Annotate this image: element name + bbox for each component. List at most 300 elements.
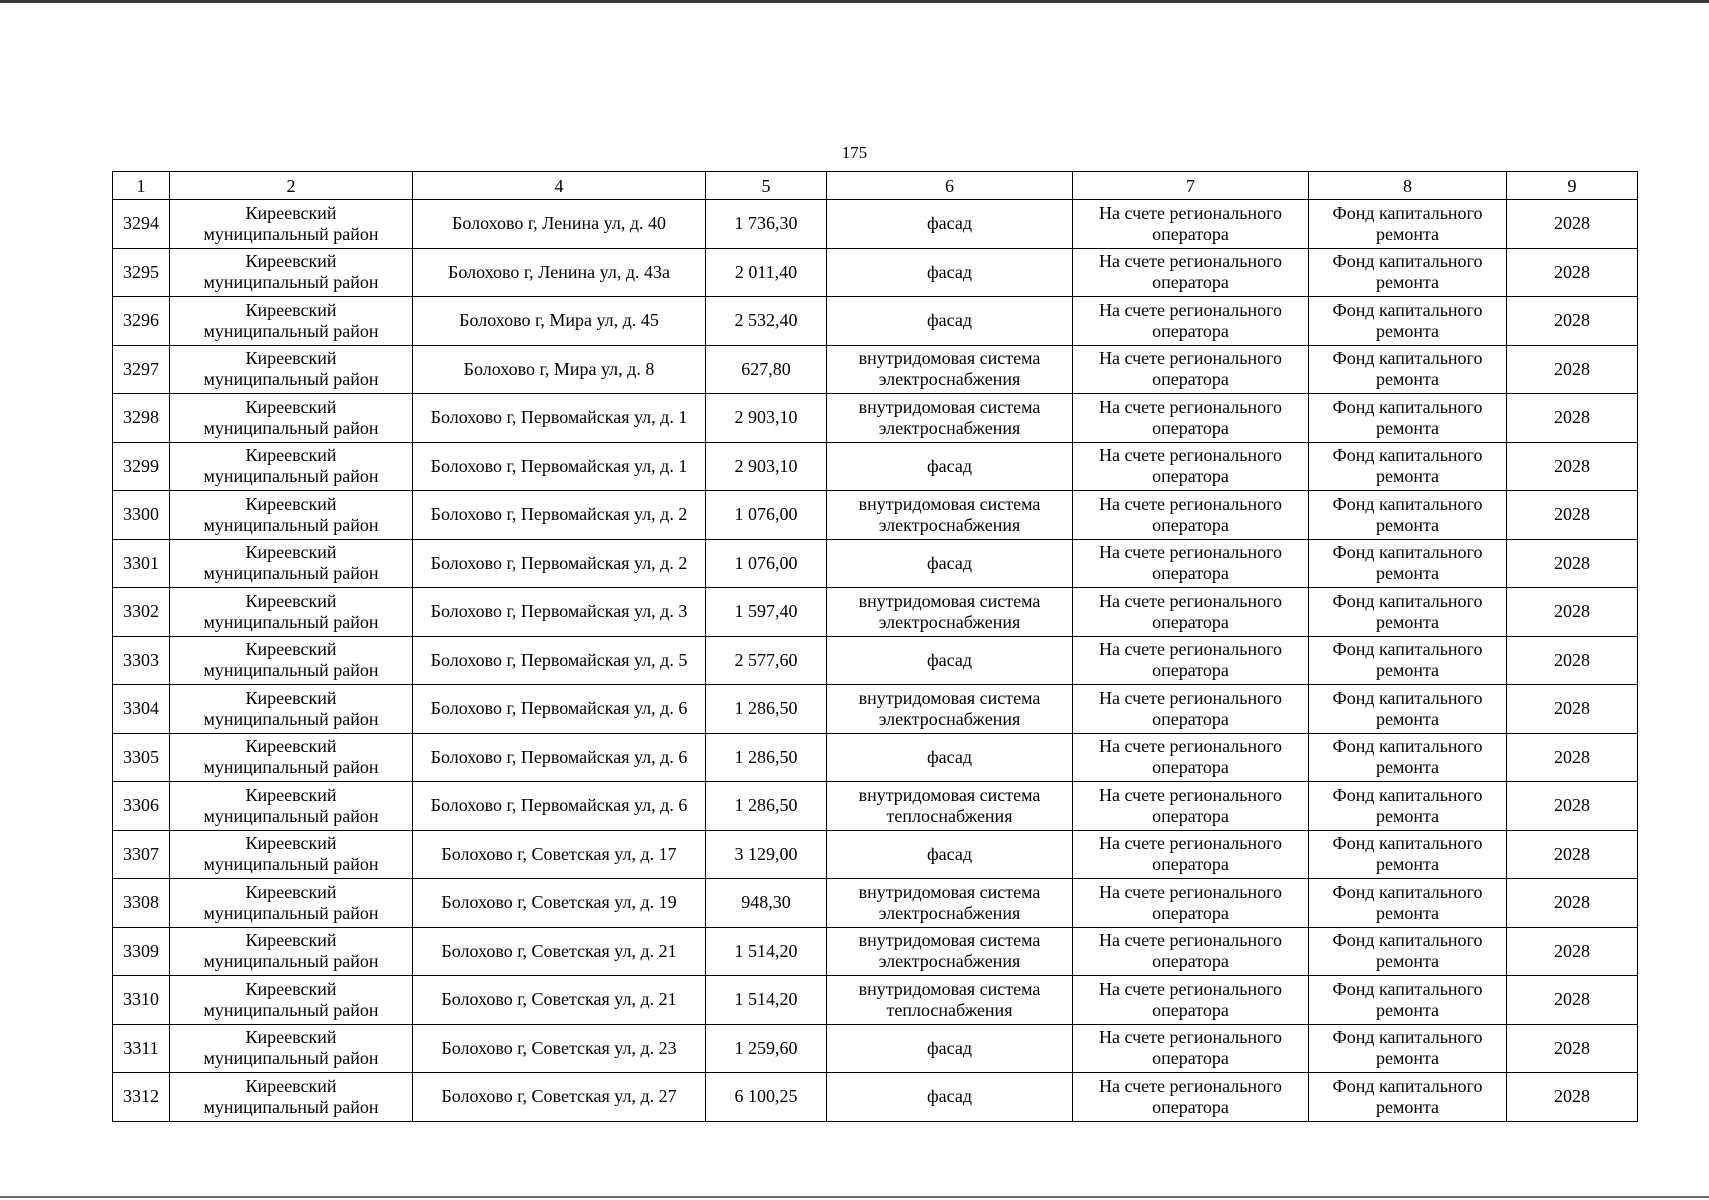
work-type-cell-text: фасад [926,843,972,864]
district-cell-text: муниципальный район [203,999,379,1020]
row-number-cell [113,1073,170,1122]
district-cell [170,491,413,540]
account-type-cell-text: оператора [1152,999,1229,1020]
account-type-cell [1073,491,1309,540]
address-cell-text: Болохово г, Первомайская ул, д. 1 [430,455,688,476]
funding-source-cell [1309,685,1507,734]
row-number-cell [113,782,170,831]
district-cell [170,636,413,685]
account-type-cell [1073,588,1309,637]
work-type-cell-text: фасад [926,1037,972,1058]
account-type-cell-text: На счете регионального [1098,396,1283,417]
account-type-cell-text: На счете регионального [1098,833,1283,854]
funding-source-cell-text: ремонта [1375,708,1440,729]
year-cell [1507,588,1638,637]
account-type-cell [1073,394,1309,443]
account-type-cell-text: оператора [1152,223,1229,244]
row-number-cell-text: 3302 [123,601,159,622]
row-number-cell-text: 3298 [123,407,159,428]
row-number-cell [113,248,170,297]
funding-source-cell-text: ремонта [1375,999,1440,1020]
district-cell-text: Киреевский [245,736,337,757]
table-body [113,200,1638,1122]
work-type-cell-text: внутридомовая система электроснабжения [858,348,1041,390]
district-cell-text: муниципальный район [203,660,379,681]
table-row [113,976,1638,1025]
area-cell [706,491,827,540]
row-number-cell-text: 3301 [123,552,159,573]
district-cell-text: муниципальный район [203,757,379,778]
area-cell [706,1024,827,1073]
account-type-cell-text: оператора [1152,514,1229,535]
row-number-cell [113,1024,170,1073]
work-type-cell-text: фасад [926,213,972,234]
funding-source-cell-text: Фонд капитального [1332,784,1483,805]
area-cell [706,1073,827,1122]
address-cell-text: Болохово г, Советская ул, д. 19 [441,892,677,913]
year-cell-text: 2028 [1554,455,1590,476]
funding-source-cell-text: ремонта [1375,223,1440,244]
funding-source-cell [1309,636,1507,685]
area-cell [706,685,827,734]
row-number-cell-text: 3306 [123,795,159,816]
year-cell-text: 2028 [1554,601,1590,622]
district-cell-text: муниципальный район [203,514,379,535]
district-cell-text: муниципальный район [203,854,379,875]
year-cell [1507,297,1638,346]
year-cell-text: 2028 [1554,649,1590,670]
year-cell [1507,1024,1638,1073]
address-cell-text: Болохово г, Советская ул, д. 27 [441,1086,677,1107]
address-cell-text: Болохово г, Советская ул, д. 23 [441,1037,677,1058]
district-cell-text: муниципальный район [203,902,379,923]
scan-edge-bottom [0,1196,1709,1198]
row-number-cell [113,539,170,588]
account-type-cell-text: На счете регионального [1098,251,1283,272]
area-cell-text: 3 129,00 [734,843,798,864]
district-cell [170,685,413,734]
district-cell-text: муниципальный район [203,272,379,293]
row-number-cell-text: 3295 [123,261,159,282]
area-cell [706,636,827,685]
funding-source-cell-text: ремонта [1375,660,1440,681]
district-cell [170,1024,413,1073]
district-cell [170,733,413,782]
account-type-cell [1073,733,1309,782]
year-cell [1507,685,1638,734]
funding-source-cell-text: Фонд капитального [1332,348,1483,369]
work-type-cell-text: внутридомовая система теплоснабжения [858,784,1041,826]
funding-source-cell [1309,491,1507,540]
work-type-cell-text: внутридомовая система электроснабжения [858,881,1041,923]
row-number-cell [113,879,170,928]
account-type-cell-text: оператора [1152,563,1229,584]
account-type-cell [1073,297,1309,346]
area-cell [706,927,827,976]
account-type-cell-text: оператора [1152,854,1229,875]
row-number-cell-text: 3300 [123,504,159,525]
work-type-cell-text: внутридомовая система электроснабжения [858,396,1041,438]
work-type-cell [827,394,1073,443]
funding-source-cell-text: Фонд капитального [1332,590,1483,611]
address-cell [413,879,706,928]
table-row [113,685,1638,734]
table-row [113,782,1638,831]
funding-source-cell-text: ремонта [1375,369,1440,390]
work-type-cell-text: внутридомовая система теплоснабжения [858,978,1041,1020]
account-type-cell [1073,879,1309,928]
column-header: 6 [827,172,1073,200]
funding-source-cell-text: Фонд капитального [1332,1075,1483,1096]
address-cell [413,685,706,734]
address-cell-text: Болохово г, Первомайская ул, д. 6 [430,698,688,719]
district-cell [170,927,413,976]
table-row [113,200,1638,249]
account-type-cell-text: На счете регионального [1098,493,1283,514]
area-cell [706,297,827,346]
district-cell [170,394,413,443]
funding-source-cell-text: ремонта [1375,1096,1440,1117]
area-cell [706,733,827,782]
district-cell [170,879,413,928]
area-cell [706,879,827,928]
address-cell-text: Болохово г, Первомайская ул, д. 1 [430,407,688,428]
funding-source-cell-text: ремонта [1375,854,1440,875]
district-cell-text: Киреевский [245,251,337,272]
account-type-cell-text: оператора [1152,902,1229,923]
district-cell [170,1073,413,1122]
year-cell-text: 2028 [1554,940,1590,961]
work-type-cell [827,200,1073,249]
funding-source-cell [1309,394,1507,443]
account-type-cell-text: оператора [1152,611,1229,632]
column-header: 5 [706,172,827,200]
year-cell [1507,976,1638,1025]
year-cell-text: 2028 [1554,892,1590,913]
address-cell-text: Болохово г, Первомайская ул, д. 6 [430,746,688,767]
table-row [113,1073,1638,1122]
funding-source-cell-text: ремонта [1375,757,1440,778]
district-cell [170,782,413,831]
funding-source-cell [1309,782,1507,831]
year-cell [1507,782,1638,831]
year-cell-text: 2028 [1554,552,1590,573]
year-cell [1507,539,1638,588]
address-cell-text: Болохово г, Первомайская ул, д. 2 [430,504,688,525]
column-header: 1 [113,172,170,200]
district-cell-text: муниципальный район [203,320,379,341]
column-header: 2 [170,172,413,200]
area-cell [706,345,827,394]
address-cell [413,248,706,297]
account-type-cell-text: оператора [1152,805,1229,826]
address-cell-text: Болохово г, Ленина ул, д. 43а [448,261,670,282]
address-cell [413,588,706,637]
area-cell-text: 1 514,20 [734,940,798,961]
district-cell-text: Киреевский [245,978,337,999]
account-type-cell-text: На счете регионального [1098,687,1283,708]
account-type-cell [1073,927,1309,976]
district-cell [170,976,413,1025]
table-row [113,879,1638,928]
row-number-cell [113,297,170,346]
address-cell-text: Болохово г, Первомайская ул, д. 6 [430,795,688,816]
address-cell-text: Болохово г, Советская ул, д. 21 [441,989,677,1010]
table-row [113,248,1638,297]
funding-source-cell-text: Фонд капитального [1332,930,1483,951]
funding-source-cell-text: Фонд капитального [1332,639,1483,660]
year-cell-text: 2028 [1554,746,1590,767]
row-number-cell-text: 3297 [123,358,159,379]
address-cell-text: Болохово г, Мира ул, д. 8 [463,358,655,379]
work-type-cell [827,927,1073,976]
funding-source-cell-text: Фонд капитального [1332,251,1483,272]
column-header: 9 [1507,172,1638,200]
account-type-cell-text: На счете регионального [1098,299,1283,320]
area-cell-text: 1 286,50 [734,795,798,816]
funding-source-cell-text: Фонд капитального [1332,736,1483,757]
work-type-cell-text: фасад [926,455,972,476]
district-cell-text: муниципальный район [203,611,379,632]
funding-source-cell [1309,927,1507,976]
area-cell-text: 1 076,00 [734,504,798,525]
area-cell-text: 1 076,00 [734,552,798,573]
row-number-cell [113,927,170,976]
address-cell-text: Болохово г, Советская ул, д. 21 [441,940,677,961]
row-number-cell [113,685,170,734]
work-type-cell-text: внутридомовая система электроснабжения [858,493,1041,535]
work-type-cell [827,685,1073,734]
district-cell [170,442,413,491]
district-cell-text: муниципальный район [203,1048,379,1069]
funding-source-cell-text: ремонта [1375,272,1440,293]
row-number-cell [113,830,170,879]
funding-source-cell-text: Фонд капитального [1332,978,1483,999]
address-cell [413,539,706,588]
row-number-cell [113,200,170,249]
address-cell [413,1073,706,1122]
year-cell [1507,394,1638,443]
year-cell-text: 2028 [1554,213,1590,234]
work-type-cell [827,1073,1073,1122]
year-cell-text: 2028 [1554,989,1590,1010]
row-number-cell [113,442,170,491]
area-cell [706,782,827,831]
year-cell-text: 2028 [1554,1037,1590,1058]
table-row [113,491,1638,540]
funding-source-cell-text: Фонд капитального [1332,202,1483,223]
funding-source-cell-text: ремонта [1375,611,1440,632]
work-type-cell [827,976,1073,1025]
area-cell [706,200,827,249]
work-type-cell-text: внутридомовая система электроснабжения [858,590,1041,632]
address-cell-text: Болохово г, Советская ул, д. 17 [441,843,677,864]
area-cell-text: 2 532,40 [734,310,798,331]
address-cell [413,1024,706,1073]
district-cell-text: Киреевский [245,881,337,902]
address-cell-text: Болохово г, Первомайская ул, д. 3 [430,601,688,622]
address-cell [413,394,706,443]
area-cell-text: 2 011,40 [734,261,798,282]
row-number-cell-text: 3294 [123,213,159,234]
area-cell [706,394,827,443]
work-type-cell [827,442,1073,491]
funding-source-cell [1309,297,1507,346]
row-number-cell [113,345,170,394]
funding-source-cell [1309,442,1507,491]
area-cell [706,539,827,588]
district-cell-text: Киреевский [245,202,337,223]
table-row [113,297,1638,346]
account-type-cell-text: оператора [1152,320,1229,341]
page-number: 175 [841,143,868,162]
district-cell-text: Киреевский [245,1075,337,1096]
year-cell-text: 2028 [1554,1086,1590,1107]
year-cell [1507,927,1638,976]
account-type-cell-text: оператора [1152,466,1229,487]
funding-source-cell-text: Фонд капитального [1332,493,1483,514]
account-type-cell-text: оператора [1152,660,1229,681]
account-type-cell-text: На счете регионального [1098,784,1283,805]
address-cell [413,297,706,346]
year-cell-text: 2028 [1554,358,1590,379]
account-type-cell-text: На счете регионального [1098,542,1283,563]
address-cell-text: Болохово г, Первомайская ул, д. 5 [430,649,688,670]
funding-source-cell-text: ремонта [1375,320,1440,341]
district-cell-text: муниципальный район [203,1096,379,1117]
account-type-cell-text: На счете регионального [1098,639,1283,660]
district-cell [170,830,413,879]
row-number-cell-text: 3303 [123,649,159,670]
account-type-cell-text: оператора [1152,1096,1229,1117]
work-type-cell-text: фасад [926,649,972,670]
funding-source-cell-text: Фонд капитального [1332,542,1483,563]
funding-source-cell-text: ремонта [1375,417,1440,438]
area-cell-text: 2 903,10 [734,407,798,428]
work-type-cell [827,539,1073,588]
account-type-cell-text: оператора [1152,951,1229,972]
funding-source-cell-text: ремонта [1375,466,1440,487]
funding-source-cell-text: ремонта [1375,805,1440,826]
funding-source-cell-text: ремонта [1375,951,1440,972]
year-cell-text: 2028 [1554,407,1590,428]
district-cell [170,200,413,249]
district-cell-text: Киреевский [245,639,337,660]
account-type-cell-text: оператора [1152,417,1229,438]
district-cell-text: Киреевский [245,930,337,951]
address-cell [413,442,706,491]
year-cell [1507,345,1638,394]
column-header: 4 [413,172,706,200]
table-row [113,636,1638,685]
work-type-cell-text: фасад [926,310,972,331]
year-cell-text: 2028 [1554,698,1590,719]
year-cell [1507,733,1638,782]
area-cell-text: 1 736,30 [734,213,798,234]
district-cell-text: Киреевский [245,542,337,563]
year-cell [1507,442,1638,491]
area-cell [706,830,827,879]
account-type-cell [1073,248,1309,297]
funding-source-cell [1309,1073,1507,1122]
address-cell [413,927,706,976]
table-row [113,442,1638,491]
work-type-cell-text: фасад [926,1086,972,1107]
funding-source-cell-text: Фонд капитального [1332,881,1483,902]
row-number-cell-text: 3307 [123,843,159,864]
account-type-cell-text: оператора [1152,757,1229,778]
account-type-cell-text: На счете регионального [1098,881,1283,902]
account-type-cell-text: На счете регионального [1098,930,1283,951]
table-row [113,345,1638,394]
account-type-cell-text: На счете регионального [1098,445,1283,466]
table-row [113,733,1638,782]
account-type-cell [1073,685,1309,734]
header-row [113,172,1638,200]
address-cell [413,636,706,685]
area-cell-text: 2 577,60 [734,649,798,670]
district-cell-text: муниципальный район [203,951,379,972]
account-type-cell-text: На счете регионального [1098,202,1283,223]
district-cell-text: муниципальный район [203,466,379,487]
account-type-cell [1073,539,1309,588]
district-cell-text: муниципальный район [203,417,379,438]
table-row [113,1024,1638,1073]
work-type-cell [827,297,1073,346]
account-type-cell-text: оператора [1152,708,1229,729]
district-cell-text: Киреевский [245,687,337,708]
work-type-cell-text: внутридомовая система электроснабжения [858,687,1041,729]
account-type-cell [1073,345,1309,394]
area-cell-text: 948,30 [741,892,791,913]
account-type-cell-text: На счете регионального [1098,348,1283,369]
scan-edge-top [0,0,1709,3]
table-row [113,927,1638,976]
address-cell [413,830,706,879]
area-cell-text: 1 259,60 [734,1037,798,1058]
funding-source-cell-text: Фонд капитального [1332,1027,1483,1048]
funding-source-cell-text: Фонд капитального [1332,396,1483,417]
area-cell-text: 2 903,10 [734,455,798,476]
registry-table [112,171,1638,1122]
year-cell [1507,491,1638,540]
row-number-cell-text: 3311 [123,1037,159,1058]
table-row [113,830,1638,879]
row-number-cell [113,976,170,1025]
funding-source-cell-text: ремонта [1375,514,1440,535]
funding-source-cell [1309,248,1507,297]
work-type-cell [827,879,1073,928]
row-number-cell-text: 3296 [123,310,159,331]
area-cell [706,588,827,637]
district-cell [170,345,413,394]
row-number-cell [113,636,170,685]
district-cell-text: муниципальный район [203,708,379,729]
account-type-cell [1073,1024,1309,1073]
area-cell-text: 627,80 [741,358,791,379]
year-cell [1507,879,1638,928]
work-type-cell [827,248,1073,297]
address-cell-text: Болохово г, Ленина ул, д. 40 [452,213,666,234]
row-number-cell [113,733,170,782]
year-cell-text: 2028 [1554,843,1590,864]
row-number-cell-text: 3310 [123,989,159,1010]
year-cell [1507,1073,1638,1122]
area-cell-text: 1 514,20 [734,989,798,1010]
area-cell [706,248,827,297]
funding-source-cell [1309,879,1507,928]
column-header: 7 [1073,172,1309,200]
